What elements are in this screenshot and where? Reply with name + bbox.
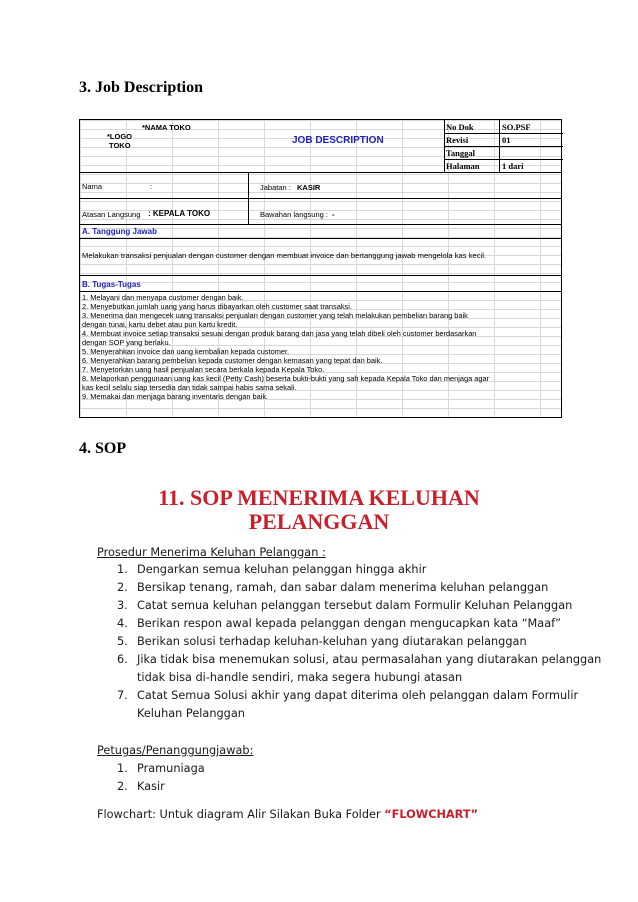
step-number: 5. (117, 635, 128, 648)
task-line: 4. Membuat invoice setiap transaksi sesuai dengan produk barang dan jasa yang telah dibeli oleh customer berdasarkan (82, 329, 477, 338)
step-number: 2. (117, 581, 128, 594)
task-line: 9. Memakai dan menjaga barang inventaris dengan baik. (82, 392, 269, 401)
staff-name: Kasir (137, 780, 165, 793)
meta-label-3: Halaman (446, 161, 480, 171)
step-number: 3. (117, 599, 128, 612)
atasan-value: : KEPALA TOKO (148, 209, 211, 218)
meta-label-0: No Dok (446, 122, 474, 132)
step-number: 7. (117, 689, 128, 702)
step-text: Dengarkan semua keluhan pelanggan hingga akhir (137, 563, 427, 576)
bawahan-label: Bawahan langsung : (260, 210, 328, 219)
nama-colon: : (150, 182, 153, 191)
sop-title-line2: PELANGGAN (248, 509, 390, 534)
task-line: 3. Menerima dan mengecek uang transaksi penjualan dengan customer yang telah melakukan pembelian barang baik (82, 311, 468, 320)
procedure-heading: Prosedur Menerima Keluhan Pelanggan : (97, 546, 326, 559)
staff-number: 2. (117, 780, 128, 793)
step-number: 1. (117, 563, 128, 576)
job-description-form (79, 119, 562, 418)
step-text: Berikan respon awal kepada pelanggan dengan mengucapkan kata “Maaf” (137, 617, 561, 630)
meta-value-0: SO.PSF (502, 122, 531, 132)
meta-value-3: 1 dari (502, 161, 524, 171)
store-name: *NAMA TOKO (142, 123, 191, 132)
task-line: kas kecil selalu siap tersedia dan tidak sampai habis sama sekali. (82, 383, 297, 392)
task-line: 8. Melaporkan penggunaan uang kas kecil (Petty Cash) beserta bukti-bukti yang sah kepada Kepala Toko dan menjaga agar (82, 374, 490, 383)
flowchart-folder-link[interactable]: “FLOWCHART” (384, 808, 478, 821)
task-line: dengan tunai, kartu debet atau pun kartu kredit. (82, 320, 238, 329)
task-line: 2. Menyebutkan jumlah uang yang harus dibayarkan oleh customer saat transaksi. (82, 302, 352, 311)
sop-heading: 4. SOP (79, 440, 127, 457)
step-text-cont: tidak bisa di-handle sendiri, maka segera hubungi atasan (137, 671, 463, 684)
logo-line2: TOKO (109, 141, 131, 150)
step-text: Catat Semua Solusi akhir yang dapat diterima oleh pelanggan dalam Formulir (137, 689, 579, 702)
bawahan-value: - (332, 210, 335, 219)
responsibility-text: Melakukan transaksi penjualan dengan customer dengan membuat invoice dan bertanggung jawab mengelola kas kecil. (82, 251, 486, 260)
step-number: 4. (117, 617, 128, 630)
section-a-title: A. Tanggung Jawab (82, 227, 157, 236)
atasan-label: Atasan Langsung (82, 210, 141, 219)
step-text-cont: Keluhan Pelanggan (137, 707, 245, 720)
staff-name: Pramuniaga (137, 762, 205, 775)
job-description-heading: 3. Job Description (79, 79, 203, 96)
nama-label: Nama (82, 182, 103, 191)
task-line: 6. Menyerahkan barang pembelian kepada customer dengan kemasan yang tepat dan baik. (82, 356, 383, 365)
section-b-title: B. Tugas-Tugas (82, 280, 141, 289)
meta-value-1: 01 (502, 135, 511, 145)
staff-heading: Petugas/Penanggungjawab: (97, 744, 254, 757)
form-title: JOB DESCRIPTION (292, 135, 384, 146)
flowchart-line (97, 808, 478, 821)
flowchart-text: Untuk diagram Alir Silakan Buka Folder (155, 808, 385, 821)
step-number: 6. (117, 653, 128, 666)
task-line: 7. Menyetorkan uang hasil penjualan secara berkala kepada Kepala Toko. (82, 365, 325, 374)
staff-number: 1. (117, 762, 128, 775)
meta-label-2: Tanggal (446, 148, 475, 158)
step-text: Bersikap tenang, ramah, dan sabar dalam menerima keluhan pelanggan (137, 581, 549, 594)
task-line: 5. Menyerahkan invoice dan uang kembalian kepada customer. (82, 347, 290, 356)
step-text: Jika tidak bisa menemukan solusi, atau permasalahan yang diutarakan pelanggan (137, 653, 602, 666)
jabatan-value: KASIR (297, 183, 321, 192)
task-line: 1. Melayani dan menyapa customer dengan baik. (82, 293, 244, 302)
flowchart-label: Flowchart: (97, 808, 156, 821)
jabatan-label: Jabatan : (260, 183, 291, 192)
meta-label-1: Revisi (446, 135, 469, 145)
task-line: dengan SOP yang berlaku. (82, 338, 171, 347)
step-text: Berikan solusi terhadap keluhan-keluhan yang diutarakan pelanggan (137, 635, 527, 648)
step-text: Catat semua keluhan pelanggan tersebut dalam Formulir Keluhan Pelanggan (137, 599, 573, 612)
logo-line1: *LOGO (107, 132, 133, 141)
sop-title-line1: 11. SOP MENERIMA KELUHAN (158, 485, 480, 510)
